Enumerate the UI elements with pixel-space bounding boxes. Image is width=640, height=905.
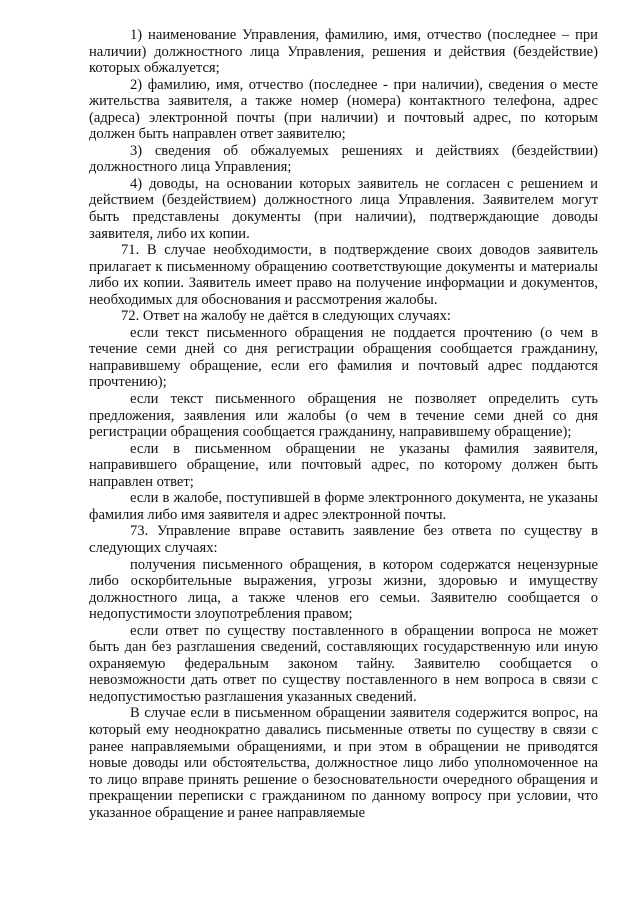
paragraph-case-secret: если ответ по существу поставленного в обращении вопроса не может быть дан без разглашения сведений, составляющих государственную или иную охраняемую федеральным законом тайну. Заявителю сообщается о невозможности дать ответ по существу поставленного в нем вопроса в связи с недопустимостью разглашения указанных сведений. xyxy=(89,622,598,705)
paragraph-case-undefined-essence: если текст письменного обращения не позволяет определить суть предложения, заявления или жалобы (о чем в течение семи дней со дня регистрации обращения сообщается гражданину, направившему обращение); xyxy=(89,391,598,441)
paragraph-item-4: 4) доводы, на основании которых заявитель не согласен с решением и действием (бездействием) должностного лица Управления. Заявителем могут быть представлены документы (при наличии), подтверждающие доводы заявителя, либо их копии. xyxy=(89,175,598,242)
document-page xyxy=(89,27,598,821)
paragraph-item-3: 3) сведения об обжалуемых решениях и действиях (бездействии) должностного лица Управления; xyxy=(89,142,598,176)
paragraph-case-repeated: В случае если в письменном обращении заявителя содержится вопрос, на который ему неоднократно давались письменные ответы по существу в связи с ранее направляемыми обращениями, и при этом в обращении не приводятся новые доводы или обстоятельства, должностное лицо либо уполномоченное на то лицо вправе принять решение о безосновательности очередного обращения и прекращении переписки с гражданином по данному вопросу при условии, что указанное обращение и ранее направляемые xyxy=(89,705,598,821)
paragraph-item-1: 1) наименование Управления, фамилию, имя, отчество (последнее – при наличии) должностного лица Управления, решения и действия (бездействие) которых обжалуется; xyxy=(89,27,598,77)
paragraph-case-no-surname: если в письменном обращении не указаны фамилия заявителя, направившего обращение, или почтовый адрес, по которому должен быть направлен ответ; xyxy=(89,440,598,490)
paragraph-item-2: 2) фамилию, имя, отчество (последнее - при наличии), сведения о месте жительства заявителя, а также номер (номера) контактного телефона, адрес (адреса) электронной почты (при наличии) и почтовый адрес, по которым должен быть направлен ответ заявителю; xyxy=(89,76,598,143)
paragraph-clause-73: 73. Управление вправе оставить заявление без ответа по существу в следующих случаях: xyxy=(89,523,598,556)
paragraph-clause-71: 71. В случае необходимости, в подтверждение своих доводов заявитель прилагает к письменному обращению соответствующие документы и материалы либо их копии. Заявитель имеет право на получение информации и документов, необходимых для обоснования и рассмотрения жалобы. xyxy=(89,242,598,308)
paragraph-case-unreadable: если текст письменного обращения не поддается прочтению (о чем в течение семи дней со дня регистрации обращения сообщается гражданину, направившему обращение, если его фамилия и почтовый адрес поддаются прочтению); xyxy=(89,324,598,391)
paragraph-clause-72: 72. Ответ на жалобу не даётся в следующих случаях: xyxy=(121,308,451,325)
paragraph-case-offensive: получения письменного обращения, в котором содержатся нецензурные либо оскорбительные выражения, угрозы жизни, здоровью и имуществу должностного лица, а также членов его семьи. Заявителю сообщается о недопустимости злоупотребления правом; xyxy=(89,556,598,623)
paragraph-case-electronic: если в жалобе, поступившей в форме электронного документа, не указаны фамилия либо имя заявителя и адрес электронной почты. xyxy=(89,490,598,523)
